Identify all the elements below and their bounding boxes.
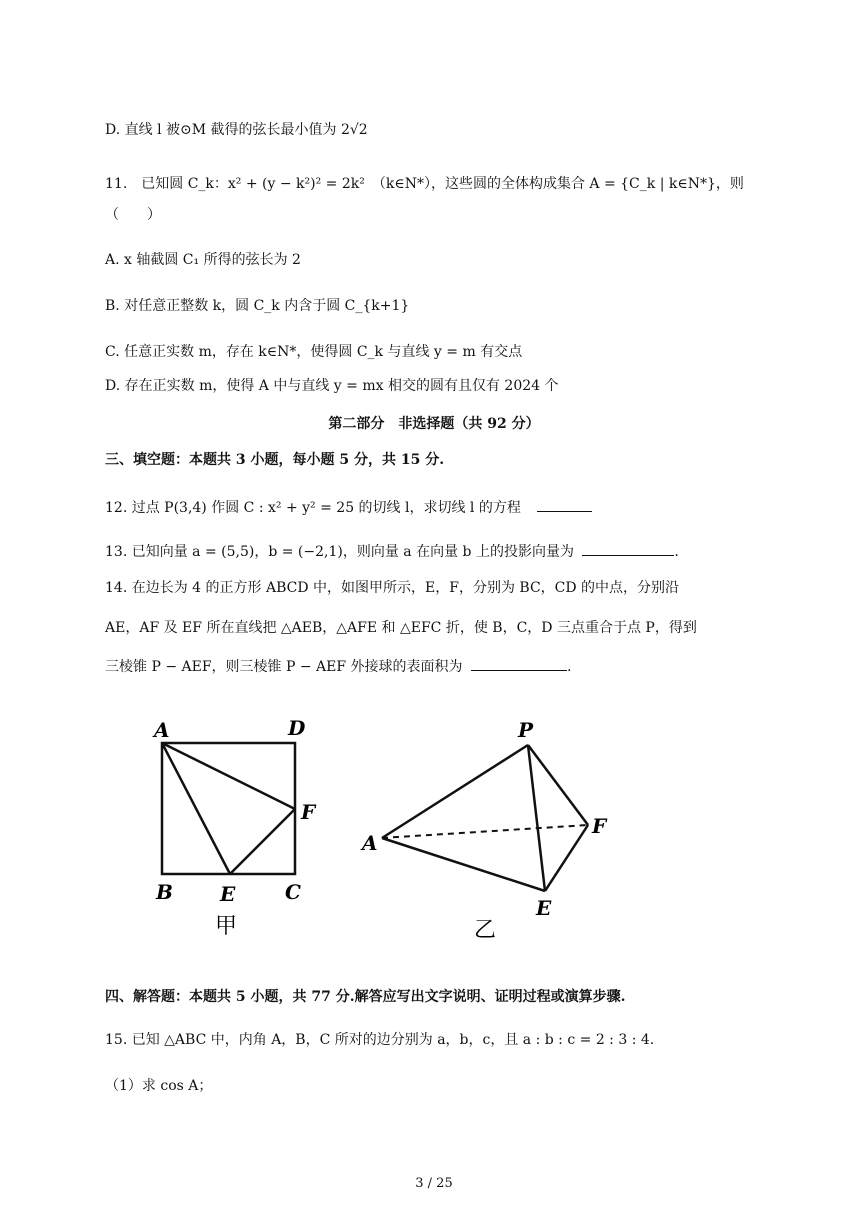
edge-ae [382,838,545,891]
label-f-right: F [592,814,607,838]
figure-right-tetrahedron [382,745,588,891]
segment-ae [162,743,230,874]
label-a-left: A [154,718,170,742]
label-b: B [156,880,173,904]
edge-af-hidden [382,825,588,838]
q14-answer-blank [471,656,567,671]
label-a-right: A [362,831,378,855]
geometry-figure [0,705,868,965]
q11-option-b: B. 对任意正整数 k，圆 C_k 内含于圆 C_{k+1} [105,298,410,314]
q15-part1: （1）求 cos A； [105,1078,213,1094]
caption-jia: 甲 [215,914,238,939]
segment-ef [230,809,295,874]
q12 [105,497,592,518]
q12-text: 12. 过点 P(3,4) 作圆 C : x² + y² = 25 的切线 l，求切线 l 的方程 [105,500,521,516]
caption-yi: 乙 [474,918,497,943]
label-e-left: E [220,882,236,906]
q14-line1: 14. 在边长为 4 的正方形 ABCD 中，如图甲所示，E，F，分别为 BC，CD 的中点，分别沿 [105,580,680,596]
q13-text: 13. 已知向量 a = (5,5)，b = (−2,1)，则向量 a 在向量 b 上的投影向量为 [105,544,574,560]
label-f-left: F [301,800,316,824]
q15-stem: 15. 已知 △ABC 中，内角 A，B，C 所对的边分别为 a，b，c，且 a : b : c = 2 : 3 : 4. [105,1032,655,1048]
q13-answer-blank [582,541,674,556]
q11-option-d: D. 存在正实数 m，使得 A 中与直线 y = mx 相交的圆有且仅有 2024 个 [105,378,559,394]
label-d: D [288,716,306,740]
q12-answer-blank [537,497,592,512]
edge-ap [382,745,528,838]
q14-line3: 三棱锥 P − AEF，则三棱锥 P − AEF 外接球的表面积为 . [105,656,571,677]
part-two-title: 第二部分 非选择题（共 92 分） [328,416,540,432]
square-abcd [162,743,295,874]
label-c: C [285,880,301,904]
label-p: P [518,718,534,742]
q11-option-a: A. x 轴截圆 C₁ 所得的弦长为 2 [105,252,301,268]
page-number: 3 / 25 [415,1176,453,1191]
q13: 13. 已知向量 a = (5,5)，b = (−2,1)，则向量 a 在向量 b 上的投影向量为 . [105,541,679,562]
figure-left-square [162,743,295,874]
q11-paren: （ ） [105,207,161,223]
q11-stem: 11. 已知圆 C_k：x² + (y − k²)² = 2k² （k∈N*），这些圆的全体构成集合 A = {C_k | k∈N*}，则 [105,176,744,192]
segment-af [162,743,295,809]
edge-ef [545,825,588,891]
q14-line2: AE，AF 及 EF 所在直线把 △AEB，△AFE 和 △EFC 折，使 B，C，D 三点重合于点 P，得到 [105,620,697,636]
q10-option-d: D. 直线 l 被⊙M 截得的弦长最小值为 2√2 [105,122,368,138]
label-e-right: E [536,896,552,920]
section-four-heading: 四、解答题：本题共 5 小题，共 77 分.解答应写出文字说明、证明过程或演算步骤. [105,989,626,1005]
q11-option-c: C. 任意正实数 m，存在 k∈N*，使得圆 C_k 与直线 y = m 有交点 [105,344,523,360]
q14-text: 三棱锥 P − AEF，则三棱锥 P − AEF 外接球的表面积为 [105,659,463,675]
edge-pe [528,745,545,891]
section-three-heading: 三、填空题：本题共 3 小题，每小题 5 分，共 15 分. [105,452,445,468]
